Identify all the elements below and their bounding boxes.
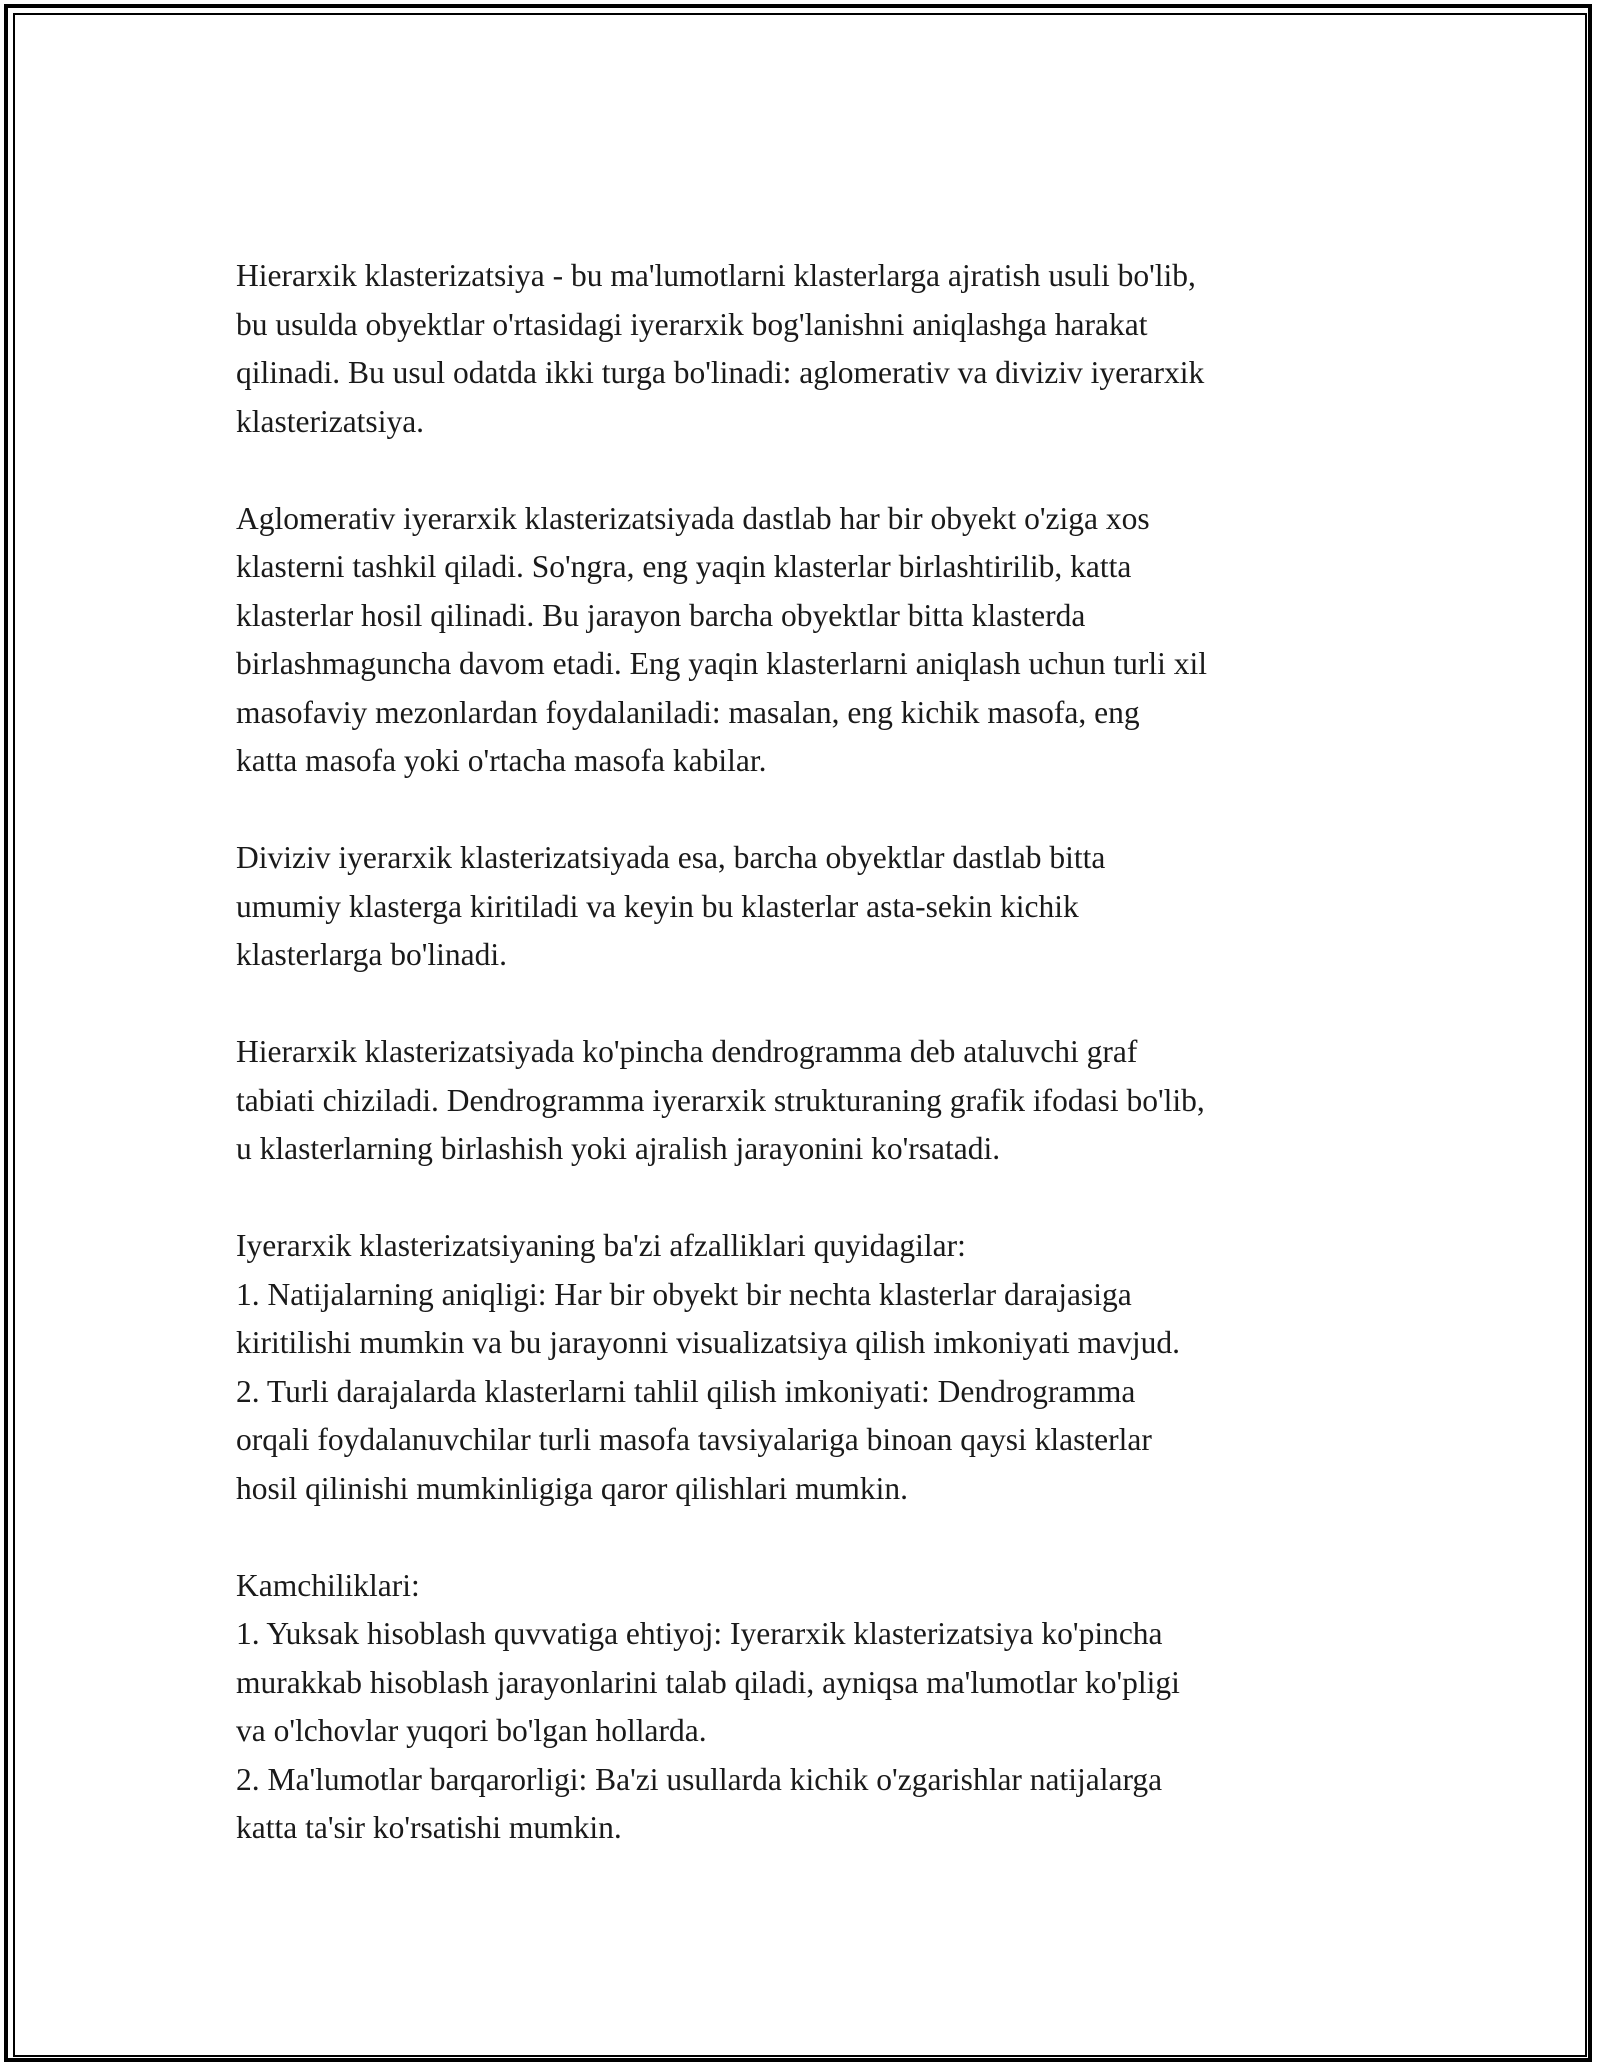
text-line: katta masofa yoki o'rtacha masofa kabilar.: [236, 743, 767, 778]
text-line: klasterlarga bo'linadi.: [236, 937, 508, 972]
text-line: bu usulda obyektlar o'rtasidagi iyerarxik bog'lanishni aniqlashga harakat: [236, 306, 1148, 342]
text-line: orqali foydalanuvchilar turli masofa tavsiyalariga binoan qaysi klasterlar: [236, 1422, 1152, 1457]
text-line: 1. Natijalarning aniqligi: Har bir obyekt bir nechta klasterlar darajasiga: [236, 1276, 1132, 1312]
text-line: hosil qilinishi mumkinligiga qaror qilishlari mumkin.: [236, 1470, 908, 1506]
paragraph-dendrogram: [236, 1028, 1376, 1174]
paragraph-advantages: [236, 1222, 1376, 1513]
text-line: u klasterlarning birlashish yoki ajralish jarayonini ko'rsatadi.: [236, 1131, 1001, 1166]
document-body: [236, 252, 1376, 1853]
text-line: kiritilishi mumkin va bu jarayonni visualizatsiya qilish imkoniyati mavjud.: [236, 1325, 1181, 1360]
paragraph-divisive: [236, 834, 1376, 980]
text-line: Kamchiliklari:: [236, 1567, 420, 1603]
text-line: klasterni tashkil qiladi. So'ngra, eng yaqin klasterlar birlashtirilib, katta: [236, 549, 1132, 584]
text-line: masofaviy mezonlardan foydalaniladi: masalan, eng kichik masofa, eng: [236, 694, 1140, 730]
text-line: katta ta'sir ko'rsatishi mumkin.: [236, 1810, 622, 1845]
text-line: qilinadi. Bu usul odatda ikki turga bo'linadi: aglomerativ va diviziv iyerarxik: [236, 355, 1205, 390]
text-line: umumiy klasterga kiritiladi va keyin bu klasterlar asta-sekin kichik: [236, 888, 1079, 924]
text-line: Aglomerativ iyerarxik klasterizatsiyada dastlab har bir obyekt o'ziga xos: [236, 500, 1150, 536]
text-line: klasterizatsiya.: [236, 403, 425, 439]
text-line: klasterlar hosil qilinadi. Bu jarayon barcha obyektlar bitta klasterda: [236, 597, 1086, 633]
text-line: Iyerarxik klasterizatsiyaning ba'zi afzalliklari quyidagilar:: [236, 1228, 966, 1263]
text-line: va o'lchovlar yuqori bo'lgan hollarda.: [236, 1713, 707, 1748]
text-line: Hierarxik klasterizatsiya - bu ma'lumotlarni klasterlarga ajratish usuli bo'lib,: [236, 258, 1196, 293]
paragraph-intro: [236, 252, 1376, 446]
text-line: murakkab hisoblash jarayonlarini talab qiladi, ayniqsa ma'lumotlar ko'pligi: [236, 1664, 1180, 1700]
paragraph-agglomerative: [236, 495, 1376, 786]
text-line: tabiati chiziladi. Dendrogramma iyerarxik strukturaning grafik ifodasi bo'lib,: [236, 1082, 1205, 1118]
text-line: 2. Ma'lumotlar barqarorligi: Ba'zi usullarda kichik o'zgarishlar natijalarga: [236, 1761, 1163, 1797]
text-line: 2. Turli darajalarda klasterlarni tahlil qilish imkoniyati: Dendrogramma: [236, 1373, 1136, 1409]
text-line: Diviziv iyerarxik klasterizatsiyada esa, barcha obyektlar dastlab bitta: [236, 840, 1106, 875]
paragraph-disadvantages: [236, 1562, 1376, 1853]
text-line: birlashmaguncha davom etadi. Eng yaqin klasterlarni aniqlash uchun turli xil: [236, 646, 1207, 681]
text-line: Hierarxik klasterizatsiyada ko'pincha dendrogramma deb ataluvchi graf: [236, 1034, 1138, 1069]
text-line: 1. Yuksak hisoblash quvvatiga ehtiyoj: Iyerarxik klasterizatsiya ko'pincha: [236, 1616, 1163, 1651]
